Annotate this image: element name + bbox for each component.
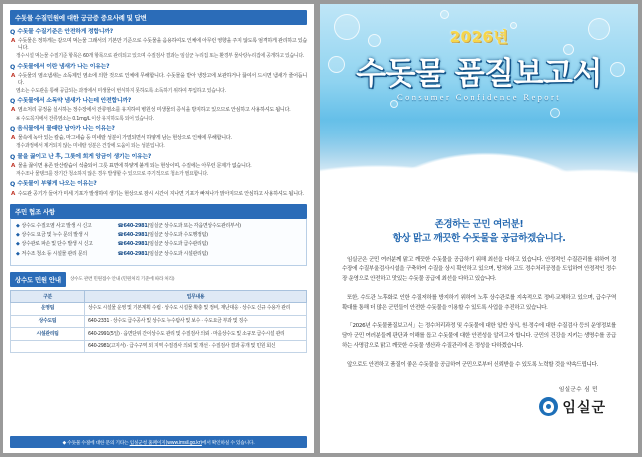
table-note: 상수도 관련 민원접수 안내 (민원처리 기준에 따라 처리) xyxy=(69,277,175,283)
faq-answer: 물속에 녹아 있는 칼슘, 마그네슘 등 미네랄 성분이 가열되면서 하얗게 남는 현상으로 인체에 무해합니다. xyxy=(17,135,232,142)
table-cell-division: 시설관리팀 xyxy=(11,328,85,341)
left-page xyxy=(3,4,314,453)
bullet-icon: ◆ xyxy=(16,241,20,248)
faq-answer: 물을 끓이면 용존 탄산칼슘이 석출되어 그릇 표면에 하얗게 붙게 되는 현상이며, 수질에는 아무런 문제가 없습니다. xyxy=(17,162,252,169)
question-marker: Q xyxy=(10,98,16,106)
faq-question: 수돗물에서 소독약 냄새가 나는데 안전합니까? xyxy=(17,98,132,105)
contact-phone[interactable]: ☎640-2981 xyxy=(117,250,148,257)
table-cell-duty: 상수도 시설물 운영 및 기본계획 수립 · 상수도 시설물 확충 및 정비, 재난대응 · 상수도 신규 수용가 관리 xyxy=(85,302,307,315)
contact-section-title: 주민 협조 사항 xyxy=(10,204,307,219)
answer-marker: A xyxy=(11,38,16,45)
faq-question: 수돗물에서 이란 냄새가 나는 이유는? xyxy=(17,63,110,70)
faq-question: 수돗물이 부옇게 나오는 이유는? xyxy=(17,181,97,188)
contact-row xyxy=(16,223,301,230)
faq-section-title: 수돗물 수질민원에 대한 궁금증 중요사례 및 답변 xyxy=(10,10,307,25)
contact-phone[interactable]: ☎640-2981 xyxy=(117,232,148,239)
table-header-cell: 업무내용 xyxy=(85,290,307,302)
faq-answer-note: 염소는 수도관을 통해 공급되는 과정에서 미생물이 번식하지 못하도록 소독하기 위하여 투입하고 있습니다. xyxy=(16,87,226,94)
bullet-icon: ◆ xyxy=(16,232,20,239)
faq-question: 수돗물 수질기준은 안전하게 정합니까? xyxy=(17,29,113,35)
answer-marker: A xyxy=(11,107,16,114)
greeting-line-1: 존경하는 군민 여러분! xyxy=(434,219,524,230)
contact-note: (임실군 상수도과 급수관리팀) xyxy=(147,241,208,248)
table-cell-division xyxy=(11,340,85,353)
contact-row xyxy=(16,241,301,248)
signature-line: 임실군수 심 민 xyxy=(558,386,598,393)
cover-body xyxy=(320,210,638,417)
faq-item xyxy=(10,154,307,178)
answer-marker: A xyxy=(11,72,16,79)
footer-link[interactable]: 임실군청 홈페이지(www.imsil.go.kr) xyxy=(129,440,202,446)
contact-list xyxy=(10,219,307,266)
contact-note: (임실군 상수도과 수도행정팀) xyxy=(147,232,208,239)
faq-item xyxy=(10,29,307,60)
faq-answer-note: 저수조나 물탱크를 장기간 청소하지 않은 경우 발생할 수 있으므로 주기적으로 청소가 필요합니다. xyxy=(16,171,209,178)
answer-marker: A xyxy=(11,190,16,197)
table-row xyxy=(11,315,307,328)
right-page-cover xyxy=(320,4,638,453)
faq-answer-note: 정수시설 먹는물 수질기준 항목은 60개 항목으로 관리되고 있으며 수질검사 결과는 임실군 누리집 또는 환경부 물사랑누리집에 공개하고 있습니다. xyxy=(16,53,304,60)
cover-title: 수돗물 품질보고서 xyxy=(356,56,602,92)
greeting-paragraph: 앞으로도 안전하고 품질이 좋은 수돗물을 공급하여 군민으로부터 신뢰받을 수 있도록 노력할 것을 약속드립니다. xyxy=(347,361,599,368)
county-logo xyxy=(342,397,616,417)
table-cell-division: 운영팀 xyxy=(11,302,85,315)
contact-row xyxy=(16,251,301,258)
bullet-icon: ◆ xyxy=(16,222,20,229)
water-splash-graphic xyxy=(320,120,638,210)
civil-service-table xyxy=(10,290,307,353)
greeting-paragraph: 또한, 수도관 노후화로 인한 수질저하를 방지하기 위하여 노후 상수관로를 지속적으로 정비·교체하고 있으며, 급수구역 확대를 통해 더 많은 군민들이 안전한 수돗물을 이용할 수 있도록 사업을 추진하고 있습니다. xyxy=(342,294,616,311)
contact-label: 상수관로 파손 및 단수 발생 시 신고 xyxy=(21,241,93,248)
table-header-cell: 구분 xyxy=(11,290,85,302)
contact-phone[interactable]: ☎640-2981 xyxy=(117,241,148,248)
table-cell-division: 상수도팀 xyxy=(11,315,85,328)
faq-item xyxy=(10,64,307,95)
contact-row xyxy=(16,232,301,239)
faq-item xyxy=(10,181,307,198)
water-drop-logo-icon xyxy=(539,397,558,416)
faq-question: 물을 끓이고 난 후, 그릇에 희게 앙금이 생기는 이유는? xyxy=(17,153,152,160)
bullet-icon: ◆ xyxy=(16,250,20,257)
faq-answer: 수도관 공기가 들어가 미세 기포가 발생하여 생기는 현상으로 잠시 시간이 지나면 기포가 빠져나가 맑아지므로 안심하고 사용하셔도 됩니다. xyxy=(17,190,304,197)
logo-label: 임실군 xyxy=(562,399,606,416)
faq-list xyxy=(10,29,307,198)
greeting-line-2: 항상 맑고 깨끗한 수돗물을 공급하겠습니다. xyxy=(392,233,566,245)
table-section-header xyxy=(10,272,307,287)
contact-label: 상수도 요금 및 누수 문의 발생 시 xyxy=(21,232,89,239)
question-marker: Q xyxy=(10,63,16,71)
faq-answer-note: 정수과정에서 제거되지 않는 미네랄 성분은 건강에 도움이 되는 성분입니다. xyxy=(16,143,165,150)
question-marker: Q xyxy=(10,153,16,161)
question-marker: Q xyxy=(10,29,16,36)
faq-question: 음식물에서 물때란 남아가 나는 이유는? xyxy=(17,125,115,132)
faq-answer: 염소처리 공정을 실시하는 정수장에서 잔류염소를 유지하여 병원성 미생물의 증식을 방지하고 있으므로 안심하고 사용하셔도 됩니다. xyxy=(17,107,291,114)
table-header-row xyxy=(11,290,307,302)
table-cell-duty: 640-2981(고지서) · 급수구역 외 지역 수질검사 의뢰 및 개선 · 수질검사 결과 공개 및 민원 회신 xyxy=(85,340,307,353)
contact-note: (임실군 상수도과 시설관리팀) xyxy=(147,250,208,257)
cover-hero xyxy=(320,4,638,210)
faq-answer: 수돗물은 정하게는 같으며 먹는물 그래서의 기본만 기준으로 수돗물을 음용하여도 인체에 아무런 영향을 주지 않도록 엄격하게 관리하고 있습니다. xyxy=(17,38,307,52)
table-row xyxy=(11,302,307,315)
table-cell-duty: 640-2331 · 상수도 급수공사 및 상수도 누수탐사 및 보수 · 수도요금 부과 및 징수 xyxy=(85,315,307,328)
table-row xyxy=(11,340,307,353)
greeting-paragraph: 「2026년 수돗물품질보고서」는 정수처리과정 및 수돗물에 대한 일반 상식, 원·정수에 대한 수질검사 등의 운영정보를 담아 군민 여러분들께 판단과 이해를 돕고 수돗물에 대한 안전성을 알리고자 합니다. 군민의 건강을 지키는 생명수를 공급하는 사명감으로 맑고 깨끗한 수돗물 생산과 수질관리에 온 정성을 다하겠습니다. xyxy=(342,323,616,349)
table-section-title: 상수도 민원 안내 xyxy=(10,272,66,287)
footer-text: ◆ 수돗물 수질에 대한 문의 기타는 xyxy=(62,440,130,446)
contact-phone[interactable]: ☎640-2981 xyxy=(117,222,148,229)
faq-answer-note: ※ 수도꼭지에서 잔류염소는 0.1mg/L 이상 유지하도록 되어 있습니다. xyxy=(16,115,154,122)
faq-item xyxy=(10,98,307,122)
footer-text-2: 에서 확인하실 수 있습니다. xyxy=(201,440,255,446)
cover-year: 2026년 xyxy=(449,28,509,46)
contact-label: 저수조 청소 등 시설물 관리 문의 xyxy=(21,250,87,257)
contact-note: (임실군 상수도과 또는 각읍면상수도관리부서) xyxy=(147,222,241,229)
cover-subtitle: Consumer Confidence Report xyxy=(397,92,561,102)
contact-label: 상수도 수질오염 사고 발생 시 신고 xyxy=(21,222,92,229)
question-marker: Q xyxy=(10,125,16,133)
answer-marker: A xyxy=(11,162,16,169)
table-row xyxy=(11,328,307,341)
greeting-heading xyxy=(342,218,616,247)
footer-bar xyxy=(10,436,307,448)
contact-section xyxy=(10,204,307,266)
table-cell-duty: 640-2991(5일) · 읍면단위 간이상수도 관리 및 수질검사 의뢰 · 마을상수도 및 소규모 급수시설 관리 xyxy=(85,328,307,341)
answer-marker: A xyxy=(11,135,16,142)
greeting-paragraph: 임실군은 군민 여러분께 맑고 깨끗한 수돗물을 공급하기 위해 최선을 다하고 있습니다. 안정적인 수질관리를 위하여 정수장에 수질부울검사시설을 구축하여 수질을 상시 확인하고 있으며, 땅처와 고도 정수처리공정을 도입하여 안정적인 정수장 운영으로 안전하고 맛있는 수돗물 공급에 최선을 다하고 있습니다. xyxy=(342,256,616,283)
faq-answer: 수돗물의 염소냄새는 소독제인 염소에 의한 것으로 인체에 무해합니다. 수돗물을 받아 냉장고에 보관하거나 끓여서 드시면 냄새가 줄어듭니다. xyxy=(17,72,307,86)
faq-item xyxy=(10,126,307,150)
question-marker: Q xyxy=(10,181,16,189)
